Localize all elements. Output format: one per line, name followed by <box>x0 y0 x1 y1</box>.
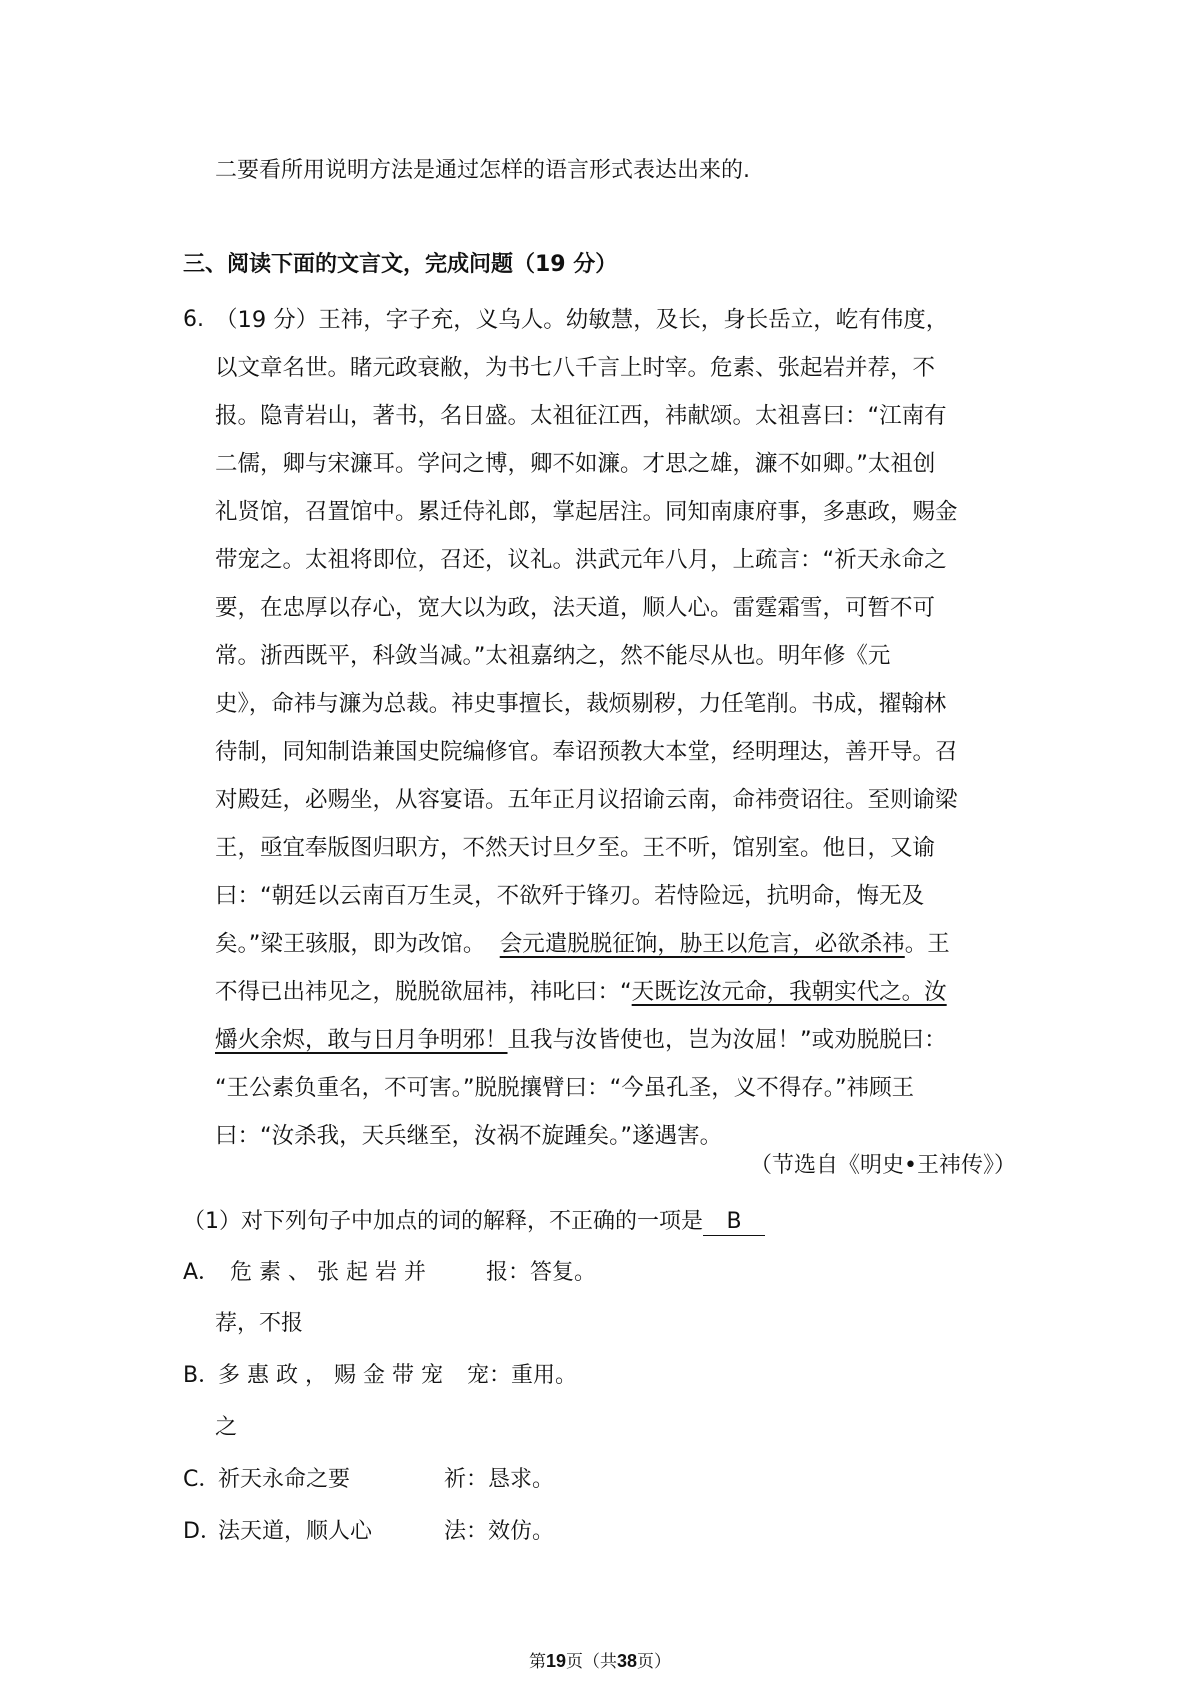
footer-prefix: 第 <box>528 1652 546 1672</box>
passage-line-16-plain: 且我与汝皆使也，岂为汝屈！”或劝脱脱曰： <box>507 1027 947 1053</box>
answer-blank: B <box>703 1209 765 1236</box>
passage-source: （节选自《明史•王祎传》） <box>750 1153 1016 1178</box>
sub-question-text: （1）对下列句子中加点的词的解释，不正确的一项是 <box>183 1209 703 1234</box>
passage-line-16 <box>215 1025 1015 1055</box>
passage-line-15-plain: 不得已出祎见之，脱脱欲屈祎，祎叱曰：“ <box>215 979 632 1005</box>
passage-line-4: 二儒，卿与宋濂耳。学问之博，卿不如濂。才思之雄，濂不如卿。”太祖创 <box>215 451 936 477</box>
passage-line-12: 王，亟宜奉版图归职方，不然天讨旦夕至。王不听，馆别室。他日，又谕 <box>215 835 936 861</box>
option-a-label: A． <box>183 1260 221 1285</box>
passage-line-6: 带宠之。太祖将即位，召还，议礼。洪武元年八月，上疏言：“祈天永命之 <box>215 547 947 573</box>
option-b-sentence: 多 惠 政 ， 赐 金 带 宠 <box>218 1363 443 1388</box>
option-c-gloss: 祈：恳求。 <box>444 1467 555 1492</box>
passage-line-14 <box>215 929 1015 959</box>
passage-line-10: 待制，同知制诰兼国史院编修官。奉诏预教大本堂，经明理达，善开导。召 <box>215 739 958 765</box>
option-b-label: B． <box>183 1363 221 1388</box>
underlined-sentence-2a: 天既讫汝元命，我朝实代之。汝 <box>631 979 947 1005</box>
passage-line-3: 报。隐青岩山，著书，名日盛。太祖征江西，祎献颂。太祖喜曰：“江南有 <box>215 403 947 429</box>
footer-suffix: 页） <box>637 1652 672 1672</box>
passage-line-14-tail: 。王 <box>904 931 950 957</box>
passage-line-7: 要，在忠厚以存心，宽大以为政，法天道，顺人心。雷霆霜雪，可暂不可 <box>215 595 936 621</box>
passage-line-11: 对殿廷，必赐坐，从容宴语。五年正月议招谕云南，命祎赍诏往。至则谕梁 <box>215 787 958 813</box>
passage-line-15 <box>215 977 1015 1007</box>
option-d-gloss: 法：效仿。 <box>444 1519 555 1544</box>
option-d-sentence: 法天道，顺人心 <box>218 1519 373 1544</box>
option-b-gloss: 宠：重用。 <box>467 1363 578 1388</box>
passage-line-5: 礼贤馆，召置馆中。累迁侍礼郎，掌起居注。同知南康府事，多惠政，赐金 <box>215 499 958 525</box>
passage-line-2: 以文章名世。睹元政衰敝，为书七八千言上时宰。危素、张起岩并荐，不 <box>215 355 936 381</box>
option-b-sentence-cont: 之 <box>215 1415 238 1440</box>
passage-line-17: “王公素负重名，不可害。”脱脱攘臂曰：“今虽孔圣，义不得存。”祎顾王 <box>215 1075 915 1101</box>
section-heading: 三、阅读下面的文言文，完成问题（19 分） <box>183 252 618 277</box>
option-a-gloss: 报：答复。 <box>486 1260 597 1285</box>
option-c-label: C． <box>183 1467 221 1492</box>
footer-middle: 页（共 <box>566 1652 617 1672</box>
page-footer <box>0 1650 1200 1673</box>
sub-question-prompt <box>183 1207 765 1237</box>
option-a-sentence: 危 素 、 张 起 岩 并 <box>230 1260 426 1285</box>
footer-page-number: 19 <box>545 1651 566 1671</box>
underlined-sentence-1: 会元遣脱脱征饷，胁王以危言，必欲杀祎 <box>499 931 905 957</box>
lead-line: 二要看所用说明方法是通过怎样的语言形式表达出来的. <box>215 158 750 183</box>
passage-line-1: （19 分）王祎，字子充，义乌人。幼敏慧，及长，身长岳立，屹有伟度， <box>215 307 949 333</box>
underlined-sentence-2b: 爝火余烬，敢与日月争明邪！ <box>215 1027 508 1053</box>
option-a-sentence-cont: 荐，不报 <box>215 1311 304 1336</box>
passage-line-8: 常。浙西既平，科敛当减。”太祖嘉纳之，然不能尽从也。明年修《元 <box>215 643 891 669</box>
footer-total-pages: 38 <box>617 1651 638 1671</box>
passage-line-14-plain: 矣。”梁王骇服，即为改馆。 <box>215 931 486 957</box>
option-d-label: D． <box>183 1519 222 1544</box>
passage-line-13: 曰：“朝廷以云南百万生灵，不欲歼于锋刃。若恃险远，抗明命，悔无及 <box>215 883 925 909</box>
passage-line-9: 史》，命祎与濂为总裁。祎史事擅长，裁烦剔秽，力任笔削。书成，擢翰林 <box>215 691 947 717</box>
option-c-sentence: 祈天永命之要 <box>218 1467 351 1492</box>
passage-line-18: 曰：“汝杀我，天兵继至，汝祸不旋踵矣。”遂遇害。 <box>215 1123 723 1149</box>
question-number: 6. <box>183 307 204 332</box>
